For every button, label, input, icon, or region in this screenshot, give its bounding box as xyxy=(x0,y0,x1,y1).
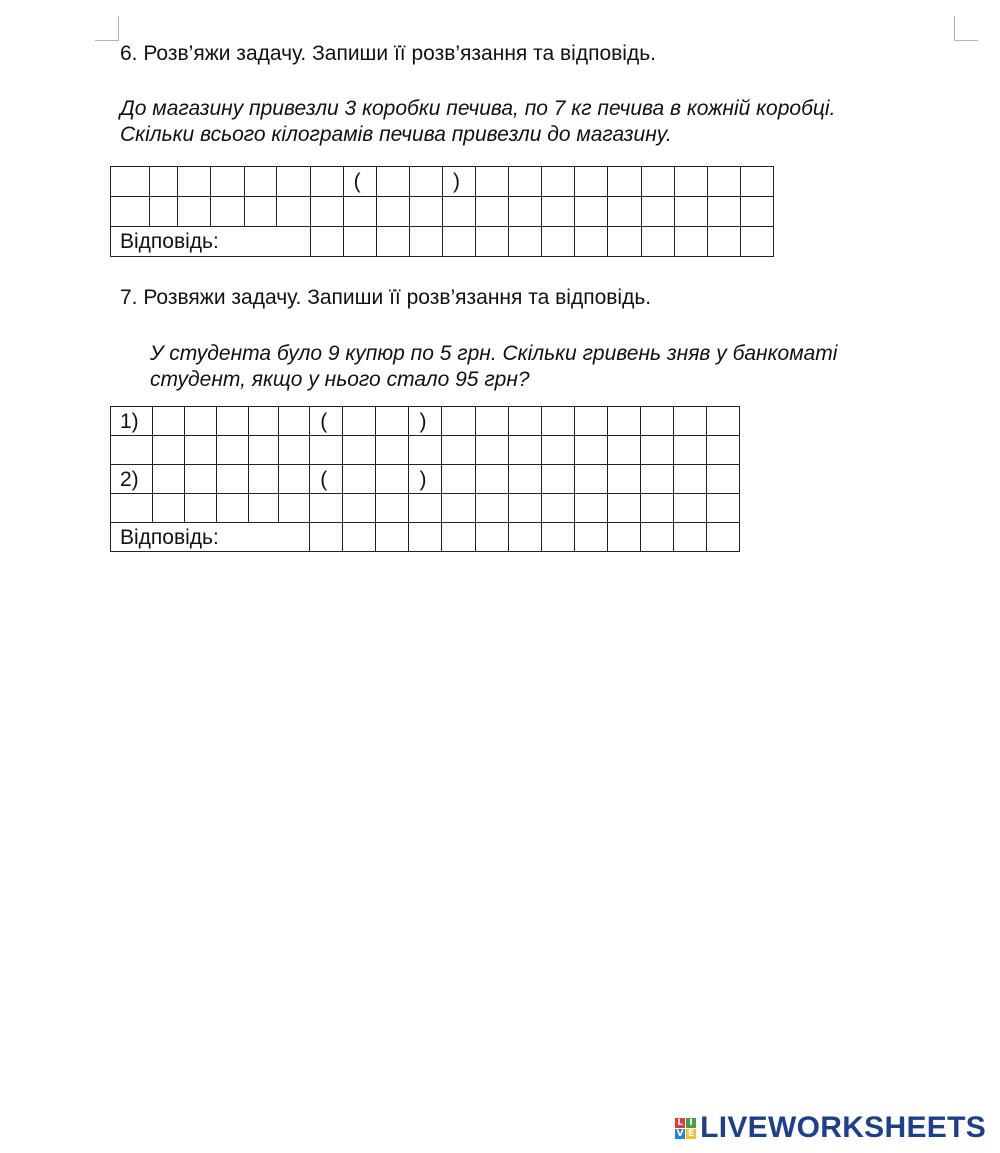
answer-cell[interactable] xyxy=(607,523,640,552)
grid-cell[interactable] xyxy=(111,436,153,465)
grid-cell[interactable] xyxy=(673,436,706,465)
task7-solution-grid xyxy=(110,406,740,552)
grid-cell[interactable] xyxy=(640,436,673,465)
grid-cell[interactable] xyxy=(211,197,245,227)
grid-cell[interactable] xyxy=(279,436,310,465)
grid-cell[interactable] xyxy=(343,407,376,436)
grid-cell[interactable] xyxy=(674,167,707,197)
grid-cell[interactable] xyxy=(249,465,279,494)
grid-cell[interactable] xyxy=(249,407,279,436)
task7-problem-line1: У студента було 9 купюр по 5 грн. Скільки гривень зняв у банкоматі xyxy=(150,342,838,365)
answer-label: Відповідь: xyxy=(111,523,310,552)
grid-cell[interactable] xyxy=(706,436,739,465)
grid-cell[interactable] xyxy=(707,167,740,197)
task7-grid-row-3 xyxy=(111,465,740,494)
answer-cell[interactable] xyxy=(640,523,673,552)
answer-cell[interactable] xyxy=(706,523,739,552)
grid-cell[interactable] xyxy=(707,197,740,227)
step2-label: 2) xyxy=(111,465,153,494)
grid-cell[interactable] xyxy=(706,407,739,436)
grid-cell[interactable] xyxy=(376,197,409,227)
grid-cell[interactable] xyxy=(343,494,376,523)
grid-cell[interactable] xyxy=(185,407,217,436)
answer-cell[interactable] xyxy=(575,227,608,257)
grid-cell[interactable] xyxy=(376,436,409,465)
grid-cell[interactable] xyxy=(153,465,185,494)
grid-cell[interactable] xyxy=(279,465,310,494)
grid-cell[interactable] xyxy=(575,167,608,197)
task6-grid-row-2 xyxy=(111,197,774,227)
grid-cell[interactable] xyxy=(476,167,509,197)
grid-cell[interactable] xyxy=(343,436,376,465)
answer-cell[interactable] xyxy=(310,227,343,257)
grid-cell[interactable] xyxy=(541,436,574,465)
grid-cell[interactable] xyxy=(409,167,442,197)
task7-grid-row-4 xyxy=(111,494,740,523)
grid-cell[interactable] xyxy=(509,167,542,197)
grid-cell[interactable] xyxy=(673,465,706,494)
answer-cell[interactable] xyxy=(673,523,706,552)
grid-cell[interactable] xyxy=(673,494,706,523)
grid-cell[interactable] xyxy=(310,167,343,197)
grid-cell[interactable] xyxy=(217,465,249,494)
page-corner-mark-left xyxy=(95,16,119,41)
task6-grid-row-1 xyxy=(111,167,774,197)
grid-cell[interactable] xyxy=(245,167,277,197)
grid-cell[interactable] xyxy=(508,407,541,436)
grid-cell[interactable] xyxy=(475,494,508,523)
grid-cell[interactable] xyxy=(111,494,153,523)
grid-cell[interactable] xyxy=(541,465,574,494)
grid-cell[interactable] xyxy=(641,167,674,197)
answer-label: Відповідь: xyxy=(111,227,311,257)
logo-mark-letter: E xyxy=(688,1128,695,1139)
step1-label: 1) xyxy=(111,407,153,436)
grid-cell[interactable] xyxy=(541,494,574,523)
answer-cell[interactable] xyxy=(674,227,707,257)
grid-cell[interactable] xyxy=(574,436,607,465)
grid-cell[interactable] xyxy=(508,465,541,494)
grid-cell[interactable] xyxy=(249,494,279,523)
task6-grid-answer-row xyxy=(111,227,774,257)
answer-cell[interactable] xyxy=(509,227,542,257)
task6-solution-grid xyxy=(110,166,774,257)
grid-cell[interactable] xyxy=(508,494,541,523)
answer-cell[interactable] xyxy=(442,227,475,257)
logo-mark-letter: V xyxy=(676,1128,684,1139)
answer-cell[interactable] xyxy=(476,227,509,257)
grid-cell[interactable] xyxy=(150,197,178,227)
grid-cell[interactable] xyxy=(111,197,150,227)
grid-cell[interactable] xyxy=(245,197,277,227)
grid-cell[interactable] xyxy=(178,167,211,197)
task7-grid-answer-row xyxy=(111,523,740,552)
task6-problem-line1: До магазину привезли 3 коробки печива, по 7 кг печива в кожній коробці. xyxy=(120,97,836,120)
grid-cell[interactable] xyxy=(376,407,409,436)
grid-cell[interactable] xyxy=(217,436,249,465)
grid-open-paren: ( xyxy=(310,465,343,494)
logo-text: LIVEWORKSHEETS xyxy=(700,1111,986,1144)
grid-open-paren: ( xyxy=(310,407,343,436)
grid-cell[interactable] xyxy=(608,197,641,227)
grid-cell[interactable] xyxy=(542,167,575,197)
answer-cell[interactable] xyxy=(475,523,508,552)
answer-cell[interactable] xyxy=(707,227,740,257)
logo-mark-letter: L xyxy=(675,1118,685,1128)
grid-open-paren: ( xyxy=(343,167,376,197)
answer-cell[interactable] xyxy=(442,523,475,552)
grid-cell[interactable] xyxy=(706,494,739,523)
grid-cell[interactable] xyxy=(343,197,376,227)
grid-cell[interactable] xyxy=(279,494,310,523)
grid-cell[interactable] xyxy=(185,465,217,494)
grid-cell[interactable] xyxy=(185,494,217,523)
grid-cell[interactable] xyxy=(607,494,640,523)
liveworksheets-logo[interactable] xyxy=(675,1110,986,1146)
task7-grid-row-2 xyxy=(111,436,740,465)
answer-cell[interactable] xyxy=(409,227,442,257)
answer-cell[interactable] xyxy=(541,523,574,552)
answer-cell[interactable] xyxy=(542,227,575,257)
grid-cell[interactable] xyxy=(277,197,310,227)
grid-cell[interactable] xyxy=(409,436,442,465)
grid-cell[interactable] xyxy=(740,197,773,227)
grid-close-paren: ) xyxy=(442,167,475,197)
grid-cell[interactable] xyxy=(153,494,185,523)
grid-cell[interactable] xyxy=(475,436,508,465)
logo-mark-icon xyxy=(675,1118,696,1139)
grid-cell[interactable] xyxy=(185,436,217,465)
grid-close-paren: ) xyxy=(409,407,442,436)
grid-cell[interactable] xyxy=(509,197,542,227)
answer-cell[interactable] xyxy=(608,227,641,257)
grid-cell[interactable] xyxy=(442,407,475,436)
grid-cell[interactable] xyxy=(673,407,706,436)
grid-cell[interactable] xyxy=(111,167,150,197)
grid-cell[interactable] xyxy=(409,197,442,227)
grid-cell[interactable] xyxy=(376,465,409,494)
answer-cell[interactable] xyxy=(641,227,674,257)
grid-cell[interactable] xyxy=(153,407,185,436)
answer-cell[interactable] xyxy=(409,523,442,552)
grid-cell[interactable] xyxy=(343,465,376,494)
answer-cell[interactable] xyxy=(508,523,541,552)
grid-cell[interactable] xyxy=(706,465,739,494)
answer-cell[interactable] xyxy=(310,523,343,552)
grid-cell[interactable] xyxy=(442,197,475,227)
grid-cell[interactable] xyxy=(541,407,574,436)
grid-cell[interactable] xyxy=(542,197,575,227)
grid-cell[interactable] xyxy=(442,465,475,494)
grid-cell[interactable] xyxy=(640,465,673,494)
grid-cell[interactable] xyxy=(641,197,674,227)
grid-cell[interactable] xyxy=(574,494,607,523)
grid-cell[interactable] xyxy=(376,167,409,197)
logo-mark-letter: I xyxy=(686,1118,696,1128)
task6-problem-line2: Скільки всього кілограмів печива привезли до магазину. xyxy=(120,123,672,146)
grid-cell[interactable] xyxy=(150,167,178,197)
grid-cell[interactable] xyxy=(310,197,343,227)
answer-cell[interactable] xyxy=(343,523,376,552)
page-corner-mark-right xyxy=(954,16,978,41)
grid-cell[interactable] xyxy=(475,465,508,494)
task7-grid-row-1 xyxy=(111,407,740,436)
answer-cell[interactable] xyxy=(343,227,376,257)
grid-cell[interactable] xyxy=(153,436,185,465)
task6-problem xyxy=(120,96,835,148)
grid-cell[interactable] xyxy=(178,197,211,227)
grid-cell[interactable] xyxy=(310,494,343,523)
task7-problem xyxy=(150,341,837,393)
grid-cell[interactable] xyxy=(409,494,442,523)
grid-cell[interactable] xyxy=(476,197,509,227)
answer-cell[interactable] xyxy=(740,227,773,257)
grid-cell[interactable] xyxy=(740,167,773,197)
grid-cell[interactable] xyxy=(211,167,245,197)
grid-cell[interactable] xyxy=(442,494,475,523)
grid-cell[interactable] xyxy=(575,197,608,227)
grid-cell[interactable] xyxy=(217,407,249,436)
grid-cell[interactable] xyxy=(574,465,607,494)
grid-cell[interactable] xyxy=(640,494,673,523)
grid-cell[interactable] xyxy=(574,407,607,436)
task6-heading: 6. Розв’яжи задачу. Запиши її розв’язання та відповідь. xyxy=(120,42,657,65)
task7-heading: 7. Розвяжи задачу. Запиши її розв’язання та відповідь. xyxy=(120,286,652,309)
grid-cell[interactable] xyxy=(249,436,279,465)
grid-cell[interactable] xyxy=(475,407,508,436)
grid-cell[interactable] xyxy=(217,494,249,523)
grid-close-paren: ) xyxy=(409,465,442,494)
grid-cell[interactable] xyxy=(607,436,640,465)
grid-cell[interactable] xyxy=(442,436,475,465)
grid-cell[interactable] xyxy=(607,407,640,436)
answer-cell[interactable] xyxy=(376,523,409,552)
grid-cell[interactable] xyxy=(277,167,310,197)
grid-cell[interactable] xyxy=(279,407,310,436)
grid-cell[interactable] xyxy=(674,197,707,227)
grid-cell[interactable] xyxy=(640,407,673,436)
answer-cell[interactable] xyxy=(574,523,607,552)
grid-cell[interactable] xyxy=(376,494,409,523)
task7-problem-line2: студент, якщо у нього стало 95 грн? xyxy=(150,368,530,391)
grid-cell[interactable] xyxy=(608,167,641,197)
answer-cell[interactable] xyxy=(376,227,409,257)
grid-cell[interactable] xyxy=(508,436,541,465)
grid-cell[interactable] xyxy=(607,465,640,494)
grid-cell[interactable] xyxy=(310,436,343,465)
